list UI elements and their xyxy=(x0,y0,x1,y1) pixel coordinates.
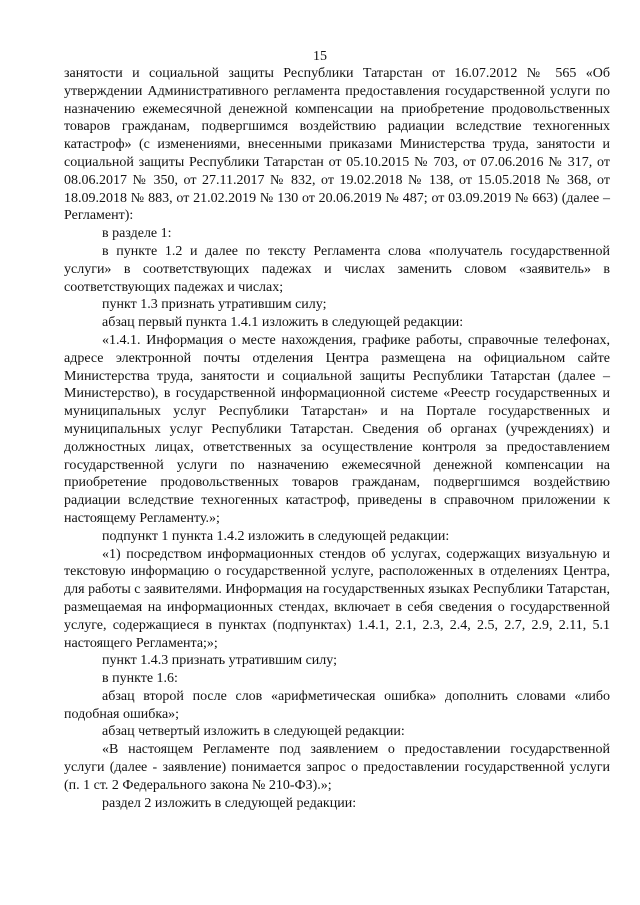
paragraph: «1.4.1. Информация о месте нахождения, графике работы, справочные телефонах, адресе электронной почты отделения Центра размещена на официальном сайте Министерства труда, занятости и социальной защиты Республики Татарстан (далее – Министерство), в государственной информационной системе «Реестр государственных и муниципальных услуг Республики Татарстан» и на Портале государственных и муниципальных услуг Республики Татарстан. Сведения об органах (учреждениях) и должностных лицах, ответственных за осуществление контроля за предоставлением государственной услуги по назначению ежемесячной денежной компенсации на приобретение продовольственных товаров гражданам, подвергшимся воздействию радиации вследствие техногенных катастроф, приведены в справочном приложении к настоящему Регламенту.»; xyxy=(64,332,610,526)
page-number: 15 xyxy=(313,49,327,64)
paragraph: в пункте 1.6: xyxy=(102,671,178,687)
paragraph: абзац второй после слов «арифметическая ошибка» дополнить словами «либо подобная ошибка»; xyxy=(64,688,610,722)
paragraph: пункт 1.3 признать утратившим силу; xyxy=(102,297,327,313)
paragraph: абзац четвертый изложить в следующей редакции: xyxy=(102,724,405,740)
paragraph: раздел 2 изложить в следующей редакции: xyxy=(102,795,357,811)
paragraph: абзац первый пункта 1.4.1 изложить в следующей редакции: xyxy=(102,315,464,331)
paragraph-continuation: занятости и социальной защиты Республики Татарстан от 16.07.2012 № 565 «Об утверждении Административного регламента предоставления государственной услуги по назначению ежемесячной денежной компенсации на приобретение продовольственных товаров гражданам, подвергшимся воздействию радиации вследствие техногенных катастроф» (с изменениями, внесенными приказами Министерства труда, занятости и социальной защиты Республики Татарстан от 05.10.2015 № 703, от 07.06.2016 № 317, от 08.06.2017 № 350, от 27.11.2017 № 832, от 19.02.2018 № 138, от 15.05.2018 № 368, от 18.09.2018 № 883, от 21.02.2019 № 130 от 20.06.2019 № 487; от 03.09.2019 № 663) (далее – Регламент): xyxy=(64,66,610,224)
paragraph: «1) посредством информационных стендов об услугах, содержащих визуальную и текстовую информацию о государственной услуге, расположенных в отделениях Центра, для работы с заявителями. Информация на государственных языках Республики Татарстан, размещаемая на информационных стендах, включает в себя сведения о государственной услуге, содержащиеся в пунктах (подпунктах) 1.4.1, 2.1, 2.3, 2.4, 2.5, 2.7, 2.9, 2.11, 5.1 настоящего Регламента;»; xyxy=(64,546,610,651)
paragraph: подпункт 1 пункта 1.4.2 изложить в следующей редакции: xyxy=(102,528,450,544)
paragraph: «В настоящем Регламенте под заявлением о предоставлении государственной услуги (далее - заявление) понимается запрос о предоставлении государственной услуги (п. 1 ст. 2 Федерального закона № 210-ФЗ).»; xyxy=(64,742,610,793)
paragraph: в разделе 1: xyxy=(102,226,172,242)
paragraph: в пункте 1.2 и далее по тексту Регламента слова «получатель государственной услуги» в соответствующих падежах и числах заменить словом «заявитель» в соответствующих падежах и числах; xyxy=(64,243,610,295)
paragraph: пункт 1.4.3 признать утратившим силу; xyxy=(102,653,337,669)
document-body xyxy=(64,65,610,812)
